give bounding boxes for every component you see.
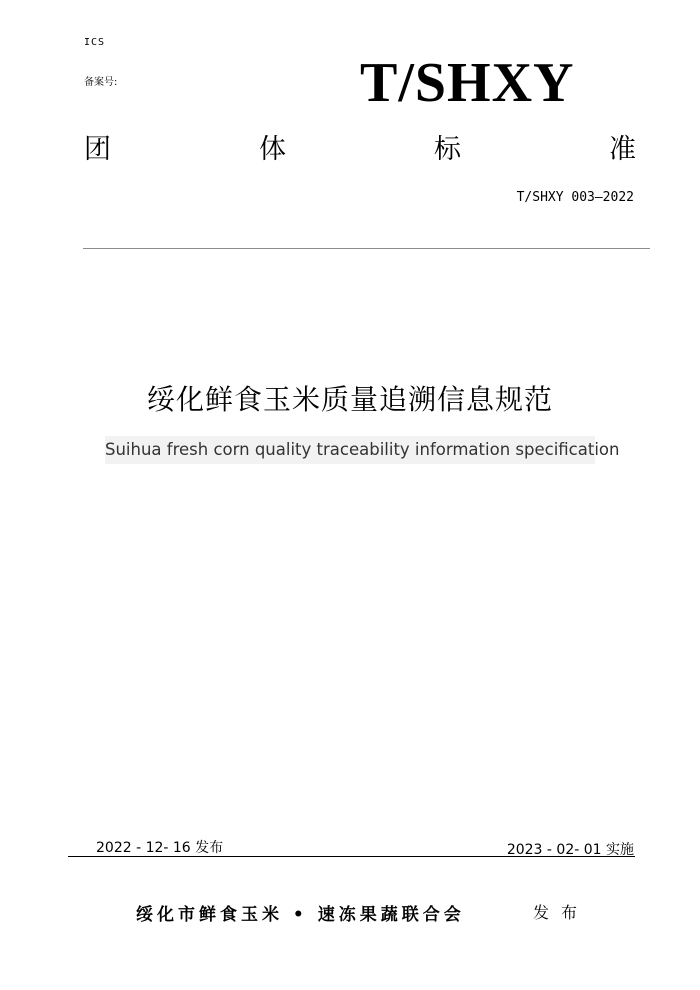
standard-type <box>84 136 636 163</box>
implement-date: 2023 - 02- 01 实施 <box>506 842 634 858</box>
document-title: 绥化鲜食玉米质量追溯信息规范 <box>146 383 553 416</box>
document-title-english: Suihua fresh corn quality traceability information specification <box>105 436 595 464</box>
standard-type-char: 准 <box>609 134 636 165</box>
publisher-organization: 绥化市鲜食玉米 • 速冻果蔬联合会 <box>136 905 465 925</box>
ics-code: ICS <box>84 37 106 48</box>
standard-type-char: 体 <box>259 134 286 165</box>
standard-number: T/SHXY 003—2022 <box>516 190 634 205</box>
standard-type-char: 标 <box>434 134 461 165</box>
footer-divider <box>68 856 635 857</box>
standard-logo: T/SHXY <box>360 52 575 114</box>
publish-date: 2022 - 12- 16 发布 <box>96 840 224 856</box>
publish-label: 发布 <box>533 903 590 922</box>
header-divider <box>83 248 650 249</box>
filing-number-label: 备案号: <box>84 77 118 88</box>
standard-type-char: 团 <box>84 134 111 165</box>
